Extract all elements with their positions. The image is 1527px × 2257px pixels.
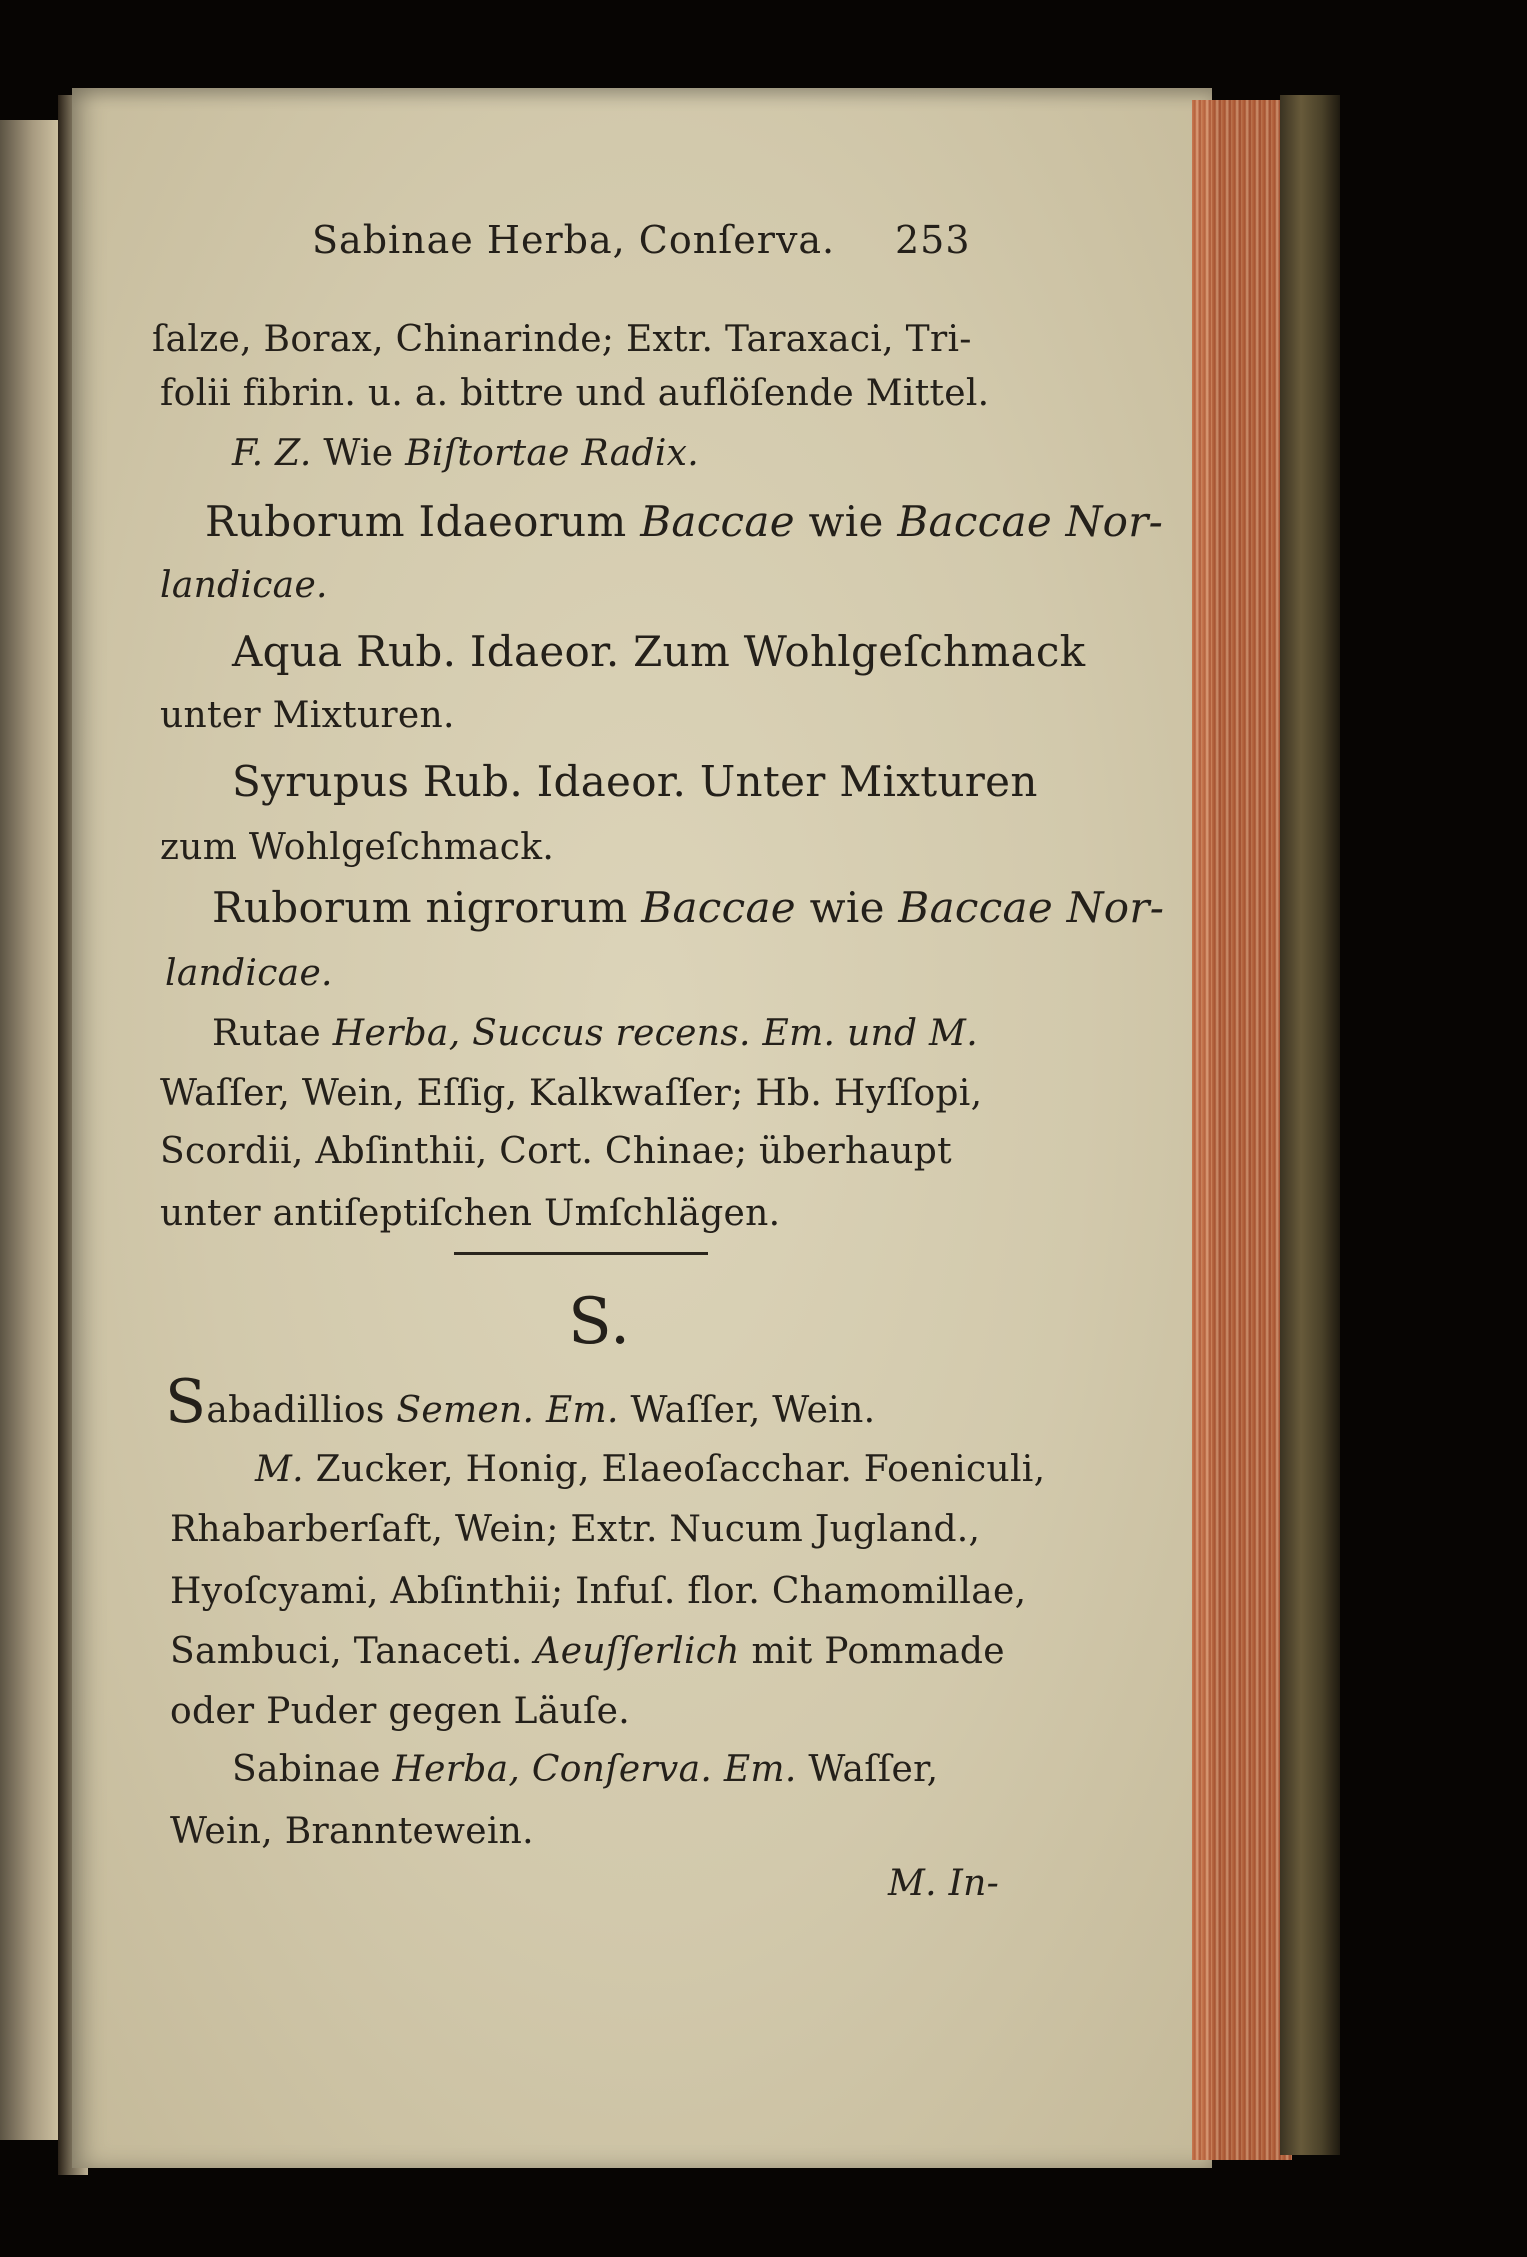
italic-segment: M. In- [888,1863,1000,1904]
text-segment: unter Mixturen. [160,695,455,736]
italic-segment: Semen. [396,1390,535,1431]
catchword [888,1862,999,1906]
section-divider [454,1252,708,1255]
italic-segment: M. [255,1449,304,1490]
running-title: Sabinae Herba, Conſerva. [312,218,836,262]
text-line [165,1367,876,1437]
italic-segment: landicae. [160,565,328,606]
italic-segment: F. Z. [232,433,324,474]
text-segment [712,1749,724,1790]
text-line [170,1690,630,1734]
text-line [212,1012,978,1056]
text-line [152,318,972,362]
italic-segment: Em. und M. [762,1013,978,1054]
text-line [170,1508,980,1552]
italic-segment: Biſtortae Radix. [405,433,699,474]
text-segment: oder Puder gegen Läuſe. [170,1691,630,1732]
text-segment: Wein, Branntewein. [170,1811,534,1852]
text-line [160,694,455,738]
italic-segment: Em. [723,1749,797,1790]
text-segment: folii fibrin. u. a. bittre und auflöſende Mittel. [160,373,990,414]
text-segment: Rutae [212,1013,333,1054]
text-segment: Syrupus Rub. Idaeor. Unter Mixturen [232,757,1038,806]
text-segment: S. [568,1285,631,1359]
text-segment [751,1013,763,1054]
text-line [160,1072,982,1116]
italic-segment: Baccae [641,883,796,932]
text-line [212,883,1165,932]
italic-segment: Baccae Nor- [897,497,1164,546]
text-line [160,372,989,416]
text-segment: wie [794,497,898,546]
text-line [205,497,1164,546]
text-line [160,1192,780,1236]
text-line [160,1130,952,1174]
text-segment: Hyoſcyami, Abſinthii; Infuſ. flor. Chamomillae, [170,1571,1027,1612]
text-segment: Waſſer, Wein, Eſſig, Kalkwaſſer; Hb. Hyſſopi, [160,1073,983,1114]
text-line [232,627,1086,676]
italic-segment: Baccae Nor- [898,883,1165,932]
text-segment: Ruborum Idaeorum [205,497,641,546]
text-line [170,1810,534,1854]
text-line [160,564,328,608]
text-segment: Ruborum nigrorum [212,883,642,932]
text-segment [534,1390,546,1431]
text-segment: Wie [323,433,406,474]
text-line [170,1570,1026,1614]
text-segment: Waſſer, [796,1749,939,1790]
text-segment: wie [795,883,899,932]
italic-segment: Baccae [640,497,795,546]
text-line [232,432,699,476]
text-segment: zum Wohlgeſchmack. [160,827,555,868]
text-segment: Sambuci, Tanaceti. [170,1631,535,1672]
text-segment: Waſſer, Wein. [618,1390,876,1431]
text-segment: Zucker, Honig, Elaeoſacchar. Foeniculi, [303,1449,1046,1490]
text-segment: unter antiſeptiſchen Umſchlägen. [160,1193,781,1234]
text-segment: mit Pommade [739,1631,1005,1672]
text-line [232,1748,938,1792]
section-heading [568,1285,631,1359]
italic-segment: Herba, Conſerva. [392,1749,713,1790]
text-line [232,757,1038,806]
text-segment: abadillios [206,1390,397,1431]
text-segment: Aqua Rub. Idaeor. Zum Wohlgeſchmack [232,627,1086,676]
italic-segment: Aeuſſerlich [534,1631,740,1672]
text-segment: ſalze, Borax, Chinarinde; Extr. Taraxaci, Tri- [152,319,972,360]
text-line [170,1630,1005,1674]
text-segment: Rhabarberſaft, Wein; Extr. Nucum Jugland., [170,1509,981,1550]
text-line [255,1448,1045,1492]
text-segment: Scordii, Abſinthii, Cort. Chinae; überhaupt [160,1131,952,1172]
text-segment: Sabinae [232,1749,393,1790]
page-number: 253 [895,218,971,262]
text-line [160,826,554,870]
text-segment: S [165,1367,207,1437]
italic-segment: Herba, Succus recens. [332,1013,751,1054]
italic-segment: Em. [545,1390,619,1431]
text-line [165,952,333,996]
italic-segment: landicae. [165,953,333,994]
